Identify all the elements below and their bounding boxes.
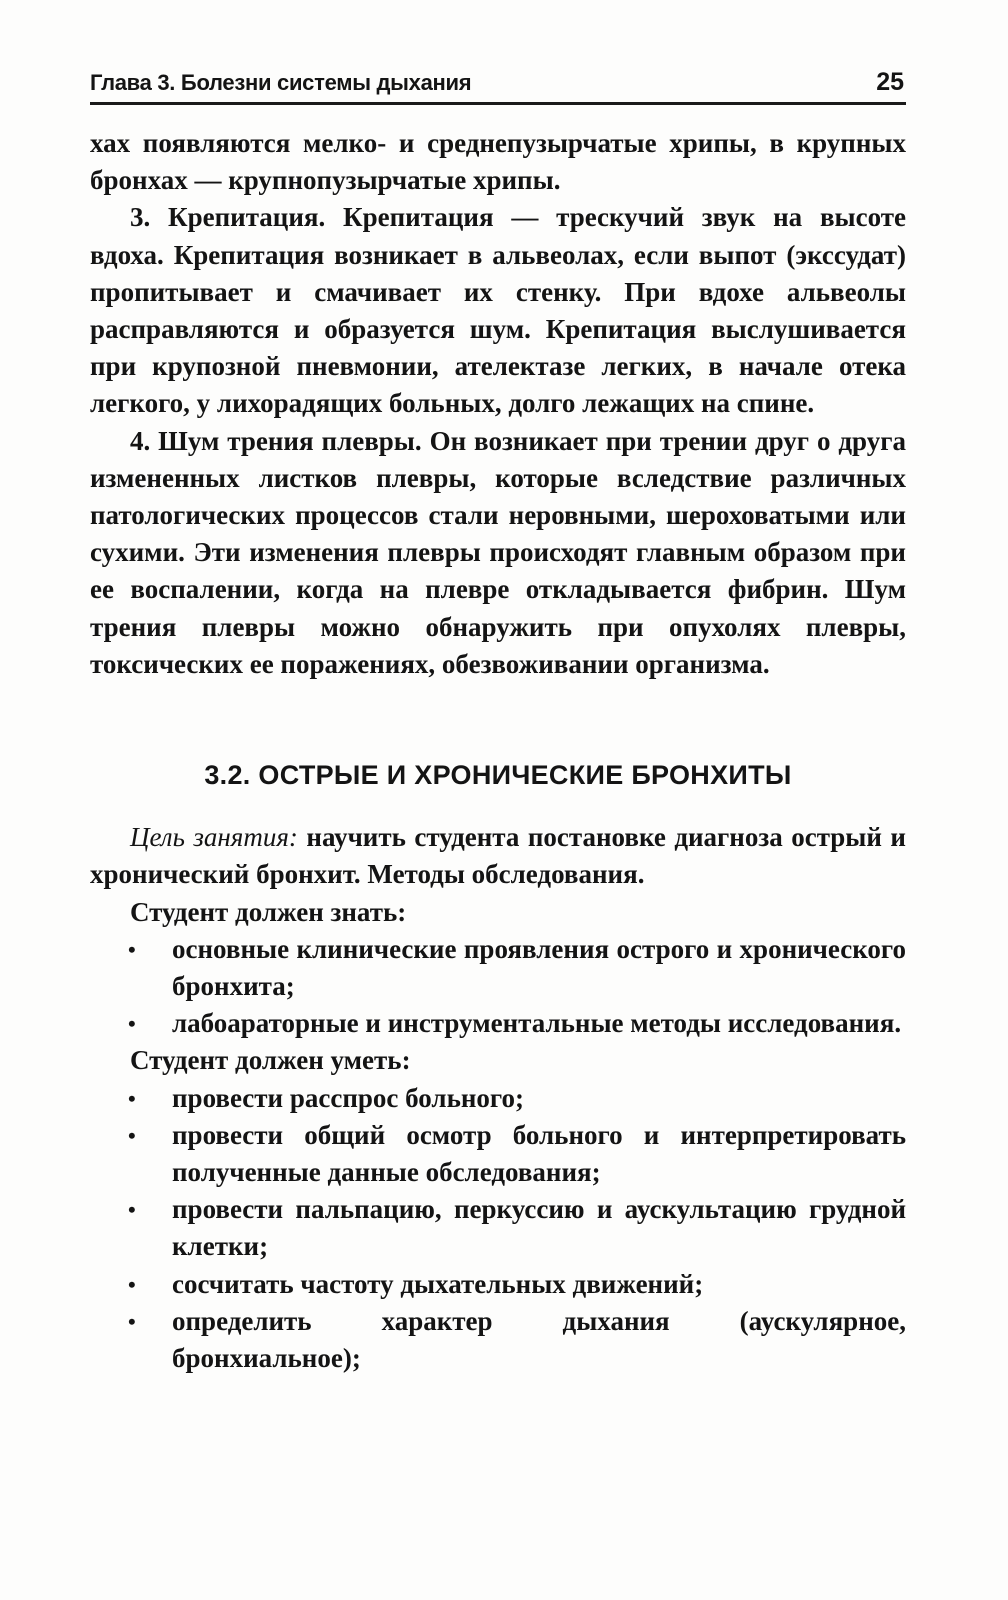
list-item	[90, 1117, 906, 1191]
paragraph-text: Крепитация — трескучий звук на высоте вдоха. Крепитация возникает в альвеолах, если выпот (экссудат) пропитывает и смачивает их стенку. При вдохе альвеолы расправляются и образуется шум. Крепитация выслушивается при крупозной пневмонии, ателектазе легких, в начале отека легкого, у лихорадящих больных, долго лежащих на спине.	[90, 202, 906, 419]
list-item	[90, 1303, 906, 1377]
list-item-text: провести пальпацию, перкуссию и аускультацию грудной клетки;	[172, 1194, 906, 1262]
know-heading: Студент должен знать:	[130, 896, 407, 927]
body-text	[90, 125, 906, 1377]
paragraph-continuation: хах появляются мелко- и среднепузырчатые хрипы, в крупных бронхах — крупнопузырчатые хрипы.	[90, 128, 906, 196]
goal-text: научить студента постановке диагноза острый и хронический бронхит. Методы обследования.	[90, 822, 906, 890]
paragraph-lead: 4. Шум трения плевры.	[130, 425, 422, 456]
bullet-icon: •	[128, 1197, 136, 1223]
section-title: 3.2. ОСТРЫЕ И ХРОНИЧЕСКИЕ БРОНХИТЫ	[204, 760, 792, 791]
paragraph-pleural-rub	[90, 423, 906, 683]
paragraph-crepitation	[90, 199, 906, 422]
list-item-text: провести расспрос больного;	[172, 1082, 524, 1113]
bullet-icon: •	[128, 1122, 136, 1148]
bullet-icon: •	[128, 936, 136, 962]
chapter-title: Глава 3. Болезни системы дыхания	[90, 70, 472, 95]
can-list	[90, 1080, 906, 1378]
paragraph-lead: 3. Крепитация.	[130, 202, 326, 233]
list-item-text: основные клинические проявления острого и хронического бронхита;	[172, 933, 906, 1002]
running-header	[90, 66, 906, 105]
list-item	[90, 1191, 906, 1265]
bullet-icon: •	[128, 1085, 136, 1111]
list-item-text: лабоараторные и инструментальные методы исследования.	[172, 1008, 902, 1039]
bullet-icon: •	[128, 1308, 136, 1334]
list-item	[90, 1266, 906, 1303]
bullet-icon: •	[128, 1011, 136, 1037]
list-item	[90, 931, 906, 1005]
can-heading: Студент должен уметь:	[130, 1045, 411, 1076]
paragraph-text: Он возникает при трении друг о друга измененных листков плевры, которые вследствие различных патологических процессов стали неровными, шероховатыми или сухими. Эти изменения плевры происходят главным образом при ее воспалении, когда на плевре откладывается фибрин. Шум трения плевры можно обнаружить при опухолях плевры, токсических ее поражениях, обезвоживании организма.	[90, 425, 906, 679]
goal-label: Цель занятия:	[130, 822, 298, 853]
page-number: 25	[876, 68, 904, 96]
list-item-text: сосчитать частоту дыхательных движений;	[172, 1268, 704, 1299]
know-list	[90, 931, 906, 1043]
list-item	[90, 1080, 906, 1117]
lesson-goal	[90, 819, 906, 893]
bullet-icon: •	[128, 1271, 136, 1297]
list-item	[90, 1005, 906, 1042]
list-item-text: провести общий осмотр больного и интерпретировать полученные данные обследования;	[172, 1119, 906, 1188]
list-item-text: определить характер дыхания (аускулярное, бронхиальное);	[172, 1305, 906, 1374]
